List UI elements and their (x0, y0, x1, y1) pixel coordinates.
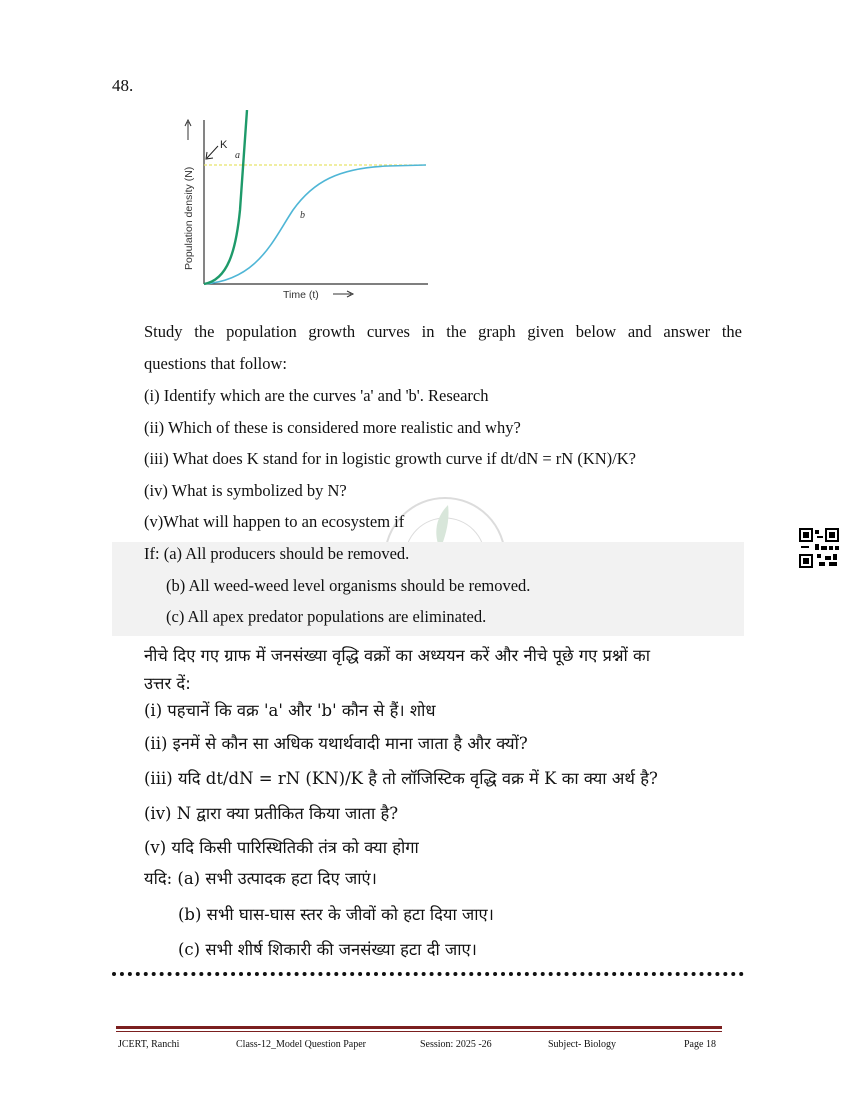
english-intro-line2: questions that follow: (144, 354, 287, 373)
english-q3: (iii) What does K stand for in logistic growth curve if dt/dN = rN (KN)/K? (144, 449, 636, 468)
k-label: K (220, 139, 228, 151)
hindi-q5: (v) यदि किसी पारिस्थितिकी तंत्र को क्या होगा (144, 838, 419, 857)
k-arrow-icon (206, 146, 218, 159)
y-axis-arrow-icon (185, 120, 191, 140)
curve-a-label: a (235, 150, 240, 161)
english-q2: (ii) Which of these is considered more realistic and why? (144, 418, 521, 437)
english-if-a: If: (a) All producers should be removed. (144, 544, 410, 563)
hindi-if-c: (c) सभी शीर्ष शिकारी की जनसंख्या हटा दी जाए। (178, 940, 477, 959)
x-axis-arrow-icon (333, 291, 353, 297)
english-if-b: (b) All weed-weed level organisms should be removed. (166, 576, 531, 595)
dotted-separator (112, 972, 744, 976)
english-intro-line1: Study the population growth curves in the graph given below and answer the (144, 322, 742, 341)
hindi-q2: (ii) इनमें से कौन सा अधिक यथार्थवादी माना जाता है और क्यों? (144, 734, 528, 753)
hindi-q3: (iii) यदि dt/dN = rN (KN)/K है तो लॉजिस्टिक वृद्धि वक्र में K का क्या अर्थ है? (144, 769, 658, 788)
y-axis-label: Population density (N) (183, 166, 195, 270)
footer-paper: Class-12_Model Question Paper (236, 1039, 366, 1050)
population-growth-graph (178, 110, 438, 305)
english-intro (144, 316, 742, 380)
curve-b-label: b (300, 210, 305, 221)
footer-session: Session: 2025 -26 (420, 1039, 492, 1050)
footer-org: JCERT, Ranchi (118, 1039, 180, 1050)
hindi-intro-line1: नीचे दिए गए ग्राफ में जनसंख्या वृद्धि वक्रों का अध्ययन करें और नीचे पूछे गए प्रश्नों का (144, 646, 651, 665)
hindi-if-a: यदि: (a) सभी उत्पादक हटा दिए जाएं। (144, 869, 377, 888)
english-q1: (i) Identify which are the curves 'a' and 'b'. Research (144, 386, 489, 405)
english-q4: (iv) What is symbolized by N? (144, 481, 347, 500)
hindi-q4: (iv) N द्वारा क्या प्रतीकित किया जाता है? (144, 804, 399, 823)
english-if-c: (c) All apex predator populations are eliminated. (166, 607, 487, 626)
x-axis-label: Time (t) (283, 289, 319, 301)
question-number: 48. (112, 76, 134, 95)
qr-code-icon (799, 528, 839, 568)
footer-subject: Subject- Biology (548, 1039, 617, 1050)
hindi-intro-line2: उत्तर दें: (144, 674, 191, 693)
english-q5: (v)What will happen to an ecosystem if (144, 512, 405, 531)
hindi-if-b: (b) सभी घास-घास स्तर के जीवों को हटा दिया जाए। (178, 905, 494, 924)
footer-rule (116, 1026, 722, 1032)
curve-a-exponential (204, 110, 247, 284)
footer-page: Page 18 (684, 1039, 716, 1050)
hindi-q1: (i) पहचानें कि वक्र 'a' और 'b' कौन से हैं। शोध (144, 701, 436, 720)
